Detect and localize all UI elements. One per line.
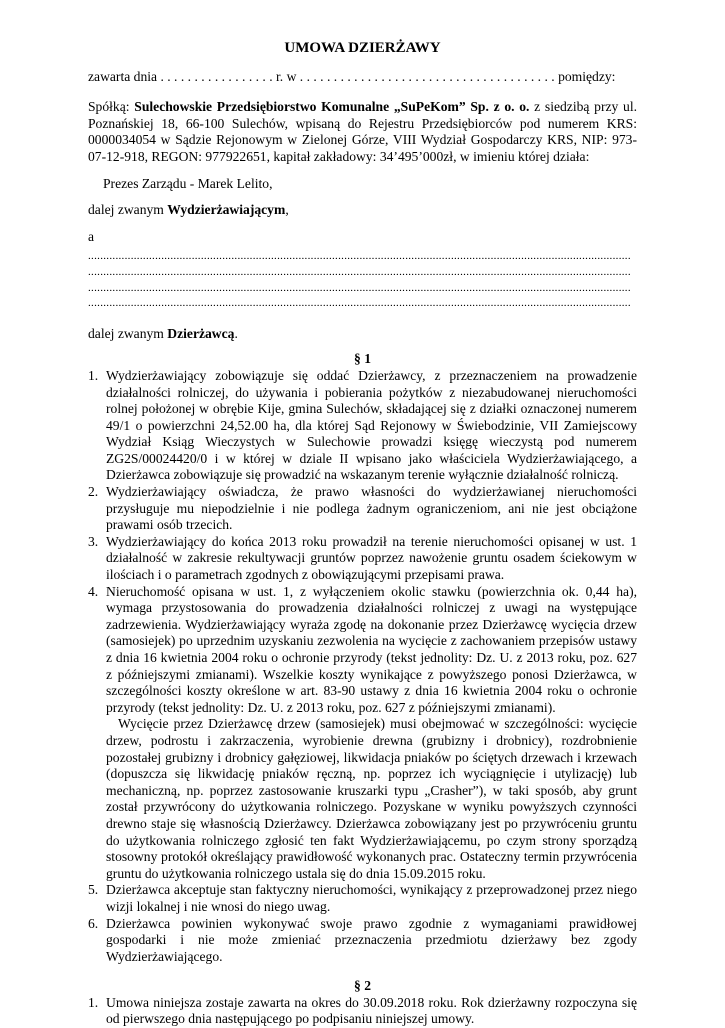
party2-role: Dzierżawcą — [167, 325, 235, 341]
party2-called-line — [88, 326, 637, 343]
party1-prefix: Spółką: — [88, 99, 135, 115]
party2-blank-line-3: .................................................................................................................................................................................. — [88, 281, 631, 294]
item-text: Umowa niniejsza zostaje zawarta na okres do 30.09.2018 roku. Rok dzierżawny rozpoczyna się od pierwszego dnia następującego po podpisaniu niniejszej umowy. — [106, 994, 637, 1027]
party1-called-line — [88, 202, 637, 219]
section-2-list — [88, 995, 637, 1028]
contract-date-place-line: zawarta dnia . . . . . . . . . . . . . . . . . r. w . . . . . . . . . . . . . . . . . . . . . . . . . . . . . . . . . . . . . . pomiędzy: — [88, 68, 616, 84]
section-2-item-1: 1. Umowa niniejsza zostaje zawarta na okres do 30.09.2018 roku. Rok dzierżawny rozpoczyna się od pierwszego dnia następującego po podpisaniu niniejszej umowy. — [88, 994, 637, 1027]
item-text: Wydzierżawiający oświadcza, że prawo własności do wydzierżawianej nieruchomości przysługuje mu niepodzielnie i nie podlega żadnym ograniczeniom, ani nie jest obciążone prawami osób trzecich. — [106, 484, 637, 533]
party1-details: z siedzibą przy ul. Poznańskiej 18, 66-100 Sulechów, wpisaną do Rejestru Przedsiębiorców pod numerem KRS: 0000034054 w Sądzie Rejonowym w Zielonej Górze, VIII Wydział Gospodarczy KRS, NIP: 973-07-12-918, REGON: 977922651, kapitał zakładowy: 34’495’000zł, w imieniu której działa: — [88, 99, 638, 164]
item-text: Dzierżawca akceptuje stan faktyczny nieruchomości, wynikający z przeprowadzonej przez niego wizji lokalnej i nie wnosi do niego uwag. — [106, 882, 637, 914]
party2-blank-line-2: .................................................................................................................................................................................. — [88, 265, 631, 278]
called-suffix: , — [285, 202, 289, 218]
representative-line: Prezes Zarządu - Marek Lelito, — [103, 175, 273, 191]
section-1-item-5: 5. Dzierżawca akceptuje stan faktyczny nieruchomości, wynikający z przeprowadzonej przez niego wizji lokalnej i nie wnosi do niego uwag. — [88, 882, 637, 914]
party1-name: Sulechowskie Przedsiębiorstwo Komunalne „SuPeKom” Sp. z o. o. — [134, 99, 530, 115]
party1-role: Wydzierżawiającym — [167, 202, 286, 218]
section-1-item-2: 2. Wydzierżawiający oświadcza, że prawo własności do wydzierżawianej nieruchomości przysługuje mu niepodzielnie i nie podlega żadnym ograniczeniom, ani nie jest obciążone prawami osób trzecich. — [88, 484, 637, 533]
document-title: UMOWA DZIERŻAWY — [284, 40, 441, 56]
called-prefix: dalej zwanym — [88, 202, 168, 218]
section-1-item-3: 3. Wydzierżawiający do końca 2013 roku prowadził na terenie nieruchomości opisanej w ust. 1 działalność w zakresie rekultywacji gruntów poprzez nawożenie gruntu osadem ściekowym w ilościach i o parametrach zgodnych z obowiązującymi przepisami prawa. — [88, 533, 637, 583]
called-suffix: . — [234, 325, 238, 341]
item-text: Wydzierżawiający do końca 2013 roku prowadził na terenie nieruchomości opisanej w ust. 1 działalność w zakresie rekultywacji gruntów poprzez nawożenie gruntu osadem ściekowym w ilościach i o parametrach zgodnych z obowiązującymi przepisami prawa. — [106, 533, 637, 583]
party1-paragraph — [88, 99, 637, 165]
party2-blank-line-1: .................................................................................................................................................................................. — [88, 250, 631, 263]
item-4-continuation: Wycięcie przez Dzierżawcę drzew (samosiejek) musi obejmować w szczególności: wycięcie drzew, podrostu i zakrzaczenia, wyrobienie drewna (grubizny i drobnicy), rozdrobnienie pozostałej grubizny i drobnicy gałęziowej, likwidacja pniaków po ściętych drzewach i krzewach (dopuszcza się likwidację pniaków ręczną, np. poprzez ich wyciągnięcie i utylizację) lub mechaniczną, np. poprzez zastosowanie kruszarki typu „Crasher”), w taki sposób, aby grunt został przywrócony do użytkowania rolniczego. Pozyskane w wyniku powyższych czynności drewno staje się własnością Dzierżawcy. Dzierżawca zobowiązany jest po przywróceniu gruntu do użytkowania rolniczego zgłosić ten fakt Wydzierżawiającemu, po czym strony sporządzą stosowny protokół określający prawidłowość wykonanych prac. Ostateczny termin przywrócenia gruntu do użytkowania rolniczego ustala się do dnia 15.09.2015 roku. — [106, 716, 637, 881]
section-2-heading: § 2 — [354, 978, 371, 994]
item-text: Wydzierżawiający zobowiązuje się oddać Dzierżawcy, z przeznaczeniem na prowadzenie działalności rolniczej, do używania i pobierania pożytków z niezabudowanej nieruchomości rolnej położonej w obrębie Kije, gmina Sulechów, składającej się z działki oznaczonej numerem 49/1 o powierzchni 24,52.00 ha, dla której Sąd Rejonowy w Świebodzinie, VII Zamiejscowy Wydział Ksiąg Wieczystych w Sulechowie prowadzi księgę wieczystą pod numerem ZG2S/00024420/0 i w której w dziale II wpisano jako właściciela Wydzierżawiającego, a Dzierżawca zobowiązuje się prowadzić na wskazanym terenie wyłącznie działalność rolniczą. — [106, 367, 637, 483]
section-1-list — [88, 368, 637, 965]
section-1-heading: § 1 — [354, 351, 371, 367]
item-text: Nieruchomość opisana w ust. 1, z wyłączeniem okolic stawku (powierzchnia ok. 0,44 ha), wymaga przystosowania do prowadzenia działalności rolniczej z uwagi na występujące zadrzewienia. Wydzierżawiający wyraża zgodę na dokonanie przez Dzierżawcę wycięcia drzew (samosiejek) po uprzednim uzyskaniu zezwolenia na wycięcie z zachowaniem przepisów ustawy z dnia 16 kwietnia 2004 roku o ochronie przyrody (tekst jednolity: Dz. U. z 2013 roku, poz. 627 z późniejszymi zmianami). Wszelkie koszty wynikające z powyższego ponosi Dzierżawca, w szczególności koszty określone w art. 83-90 ustawy z dnia 16 kwietnia 2004 roku o ochronie przyrody (tekst jednolity: Dz. U. z 2013 roku, poz. 627 z późniejszymi zmianami). — [106, 583, 637, 715]
section-1-item-6: 6. Dzierżawca powinien wykonywać swoje prawo zgodnie z wymaganiami prawidłowej gospodarki i nie może zmieniać przeznaczenia przedmiotu dzierżawy bez zgody Wydzierżawiającego. — [88, 915, 637, 964]
section-1-item-1: 1. Wydzierżawiający zobowiązuje się oddać Dzierżawcy, z przeznaczeniem na prowadzenie działalności rolniczej, do używania i pobierania pożytków z niezabudowanej nieruchomości rolnej położonej w obrębie Kije, gmina Sulechów, składającej się z działki oznaczonej numerem 49/1 o powierzchni 24,52.00 ha, dla której Sąd Rejonowy w Świebodzinie, VII Zamiejscowy Wydział Ksiąg Wieczystych w Sulechowie prowadzi księgę wieczystą pod numerem ZG2S/00024420/0 i w której w dziale II wpisano jako właściciela Wydzierżawiającego, a Dzierżawca zobowiązuje się prowadzić na wskazanym terenie wyłącznie działalność rolniczą. — [88, 367, 637, 483]
party2-blank-line-4: .................................................................................................................................................................................. — [88, 297, 631, 310]
conjunction-a: a — [88, 228, 95, 244]
called-prefix: dalej zwanym — [88, 325, 168, 341]
section-1-item-4: 4. Nieruchomość opisana w ust. 1, z wyłączeniem okolic stawku (powierzchnia ok. 0,44 ha), wymaga przystosowania do prowadzenia działalności rolniczej z uwagi na występujące zadrzewienia. Wydzierżawiający wyraża zgodę na dokonanie przez Dzierżawcę wycięcia drzew (samosiejek) po uprzednim uzyskaniu zezwolenia na wycięcie z zachowaniem przepisów ustawy z dnia 16 kwietnia 2004 roku o ochronie przyrody (tekst jednolity: Dz. U. z 2013 roku, poz. 627 z późniejszymi zmianami). Wszelkie koszty wynikające z powyższego ponosi Dzierżawca, w szczególności koszty określone w art. 83-90 ustawy z dnia 16 kwietnia 2004 roku o ochronie przyrody (tekst jednolity: Dz. U. z 2013 roku, poz. 627 z późniejszymi zmianami). Wycięcie przez Dzierżawcę drzew (samosiejek) musi obejmować w szczególności: wycięcie drzew, podrostu i zakrzaczenia, wyrobienie drewna (grubizny i drobnicy), rozdrobnienie pozostałej grubizny i drobnicy gałęziowej, likwidacja pniaków po ściętych drzewach i krzewach (dopuszcza się likwidację pniaków ręczną, np. poprzez ich wyciągnięcie i utylizację) lub mechaniczną, np. poprzez zastosowanie kruszarki typu „Crasher”), w taki sposób, aby grunt został przywrócony do użytkowania rolniczego. Pozyskane w wyniku powyższych czynności drewno staje się własnością Dzierżawcy. Dzierżawca zobowiązany jest po przywróceniu gruntu do użytkowania rolniczego zgłosić ten fakt Wydzierżawiającemu, po czym strony sporządzą stosowny protokół określający prawidłowość wykonanych prac. Ostateczny termin przywrócenia gruntu do użytkowania rolniczego ustala się do dnia 15.09.2015 roku. — [88, 583, 637, 881]
item-text: Dzierżawca powinien wykonywać swoje prawo zgodnie z wymaganiami prawidłowej gospodarki i nie może zmieniać przeznaczenia przedmiotu dzierżawy bez zgody Wydzierżawiającego. — [106, 915, 637, 964]
